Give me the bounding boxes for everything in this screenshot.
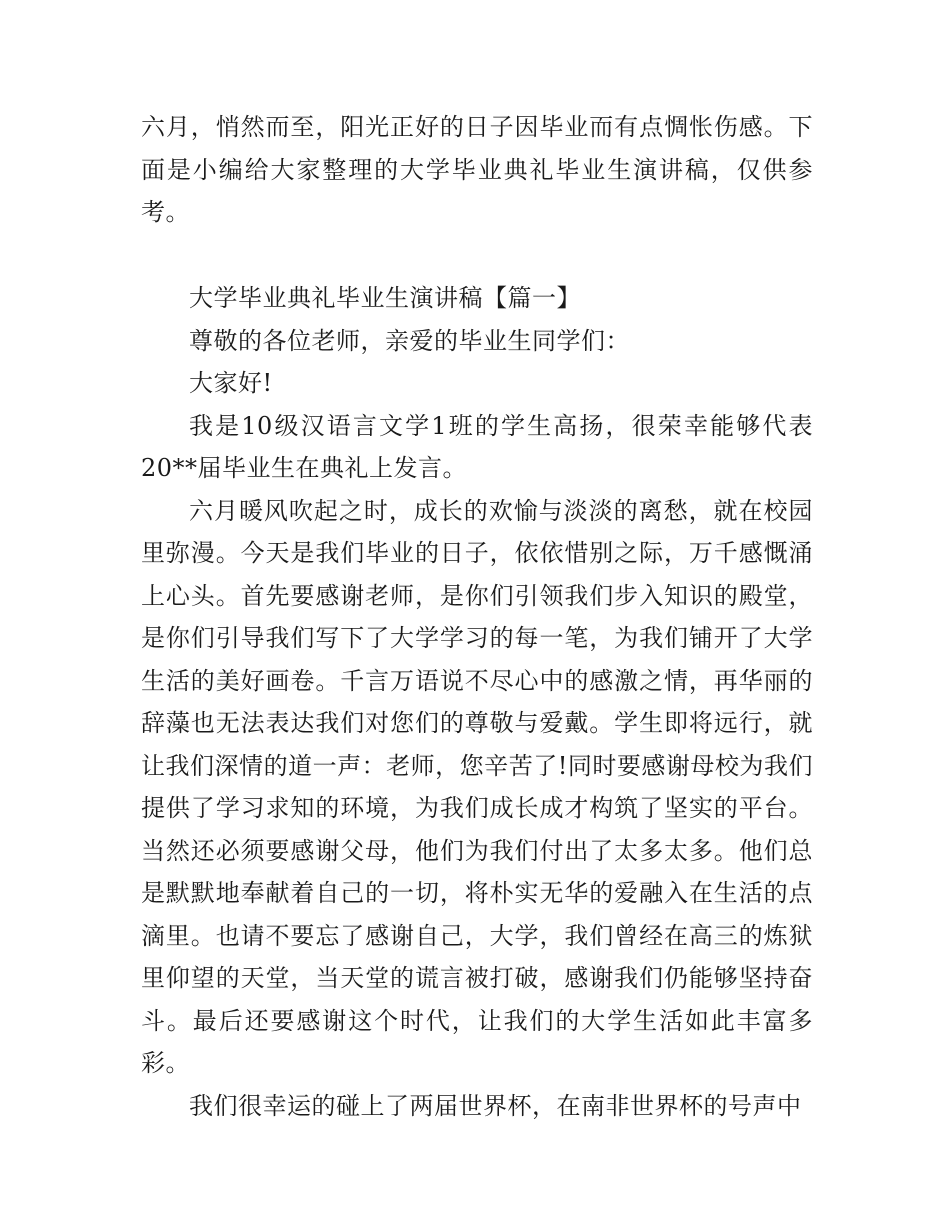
body-paragraph-2: 六月暖风吹起之时，成长的欢愉与淡淡的离愁，就在校园里弥漫。今天是我们毕业的日子，依依惜别之际，万千感慨涌上心头。首先要感谢老师，是你们引领我们步入知识的殿堂，是你们引导我们写下了大学学习的每一笔，为我们铺开了大学生活的美好画卷。千言万语说不尽心中的感激之情，再华丽的辞藻也无法表达我们对您们的尊敬与爱戴。学生即将远行，就让我们深情的道一声：老师，您辛苦了!同时要感谢母校为我们提供了学习求知的环境，为我们成长成才构筑了坚实的平台。当然还必须要感谢父母，他们为我们付出了太多太多。他们总是默默地奉献着自己的一切，将朴实无华的爱融入在生活的点滴里。也请不要忘了感谢自己，大学，我们曾经在高三的炼狱里仰望的天堂，当天堂的谎言被打破，感谢我们仍能够坚持奋斗。最后还要感谢这个时代，让我们的大学生活如此丰富多彩。 bbox=[141, 496, 813, 1077]
intro-paragraph: 六月，悄然而至，阳光正好的日子因毕业而有点惆怅伤感。下面是小编给大家整理的大学毕业典礼毕业生演讲稿，仅供参考。 bbox=[141, 113, 813, 226]
body-paragraph-3: 我们很幸运的碰上了两届世界杯，在南非世界杯的号声中 bbox=[189, 1091, 802, 1120]
greeting: 大家好! bbox=[189, 369, 273, 397]
body-paragraph-1: 我是10级汉语言文学1班的学生高扬，很荣幸能够代表20**届毕业生在典礼上发言。 bbox=[141, 411, 813, 482]
salutation: 尊敬的各位老师，亲爱的毕业生同学们： bbox=[189, 326, 630, 355]
speech-body bbox=[141, 277, 813, 1127]
section-title: 大学毕业典礼毕业生演讲稿【篇一】 bbox=[189, 284, 581, 312]
intro-block bbox=[141, 106, 813, 234]
